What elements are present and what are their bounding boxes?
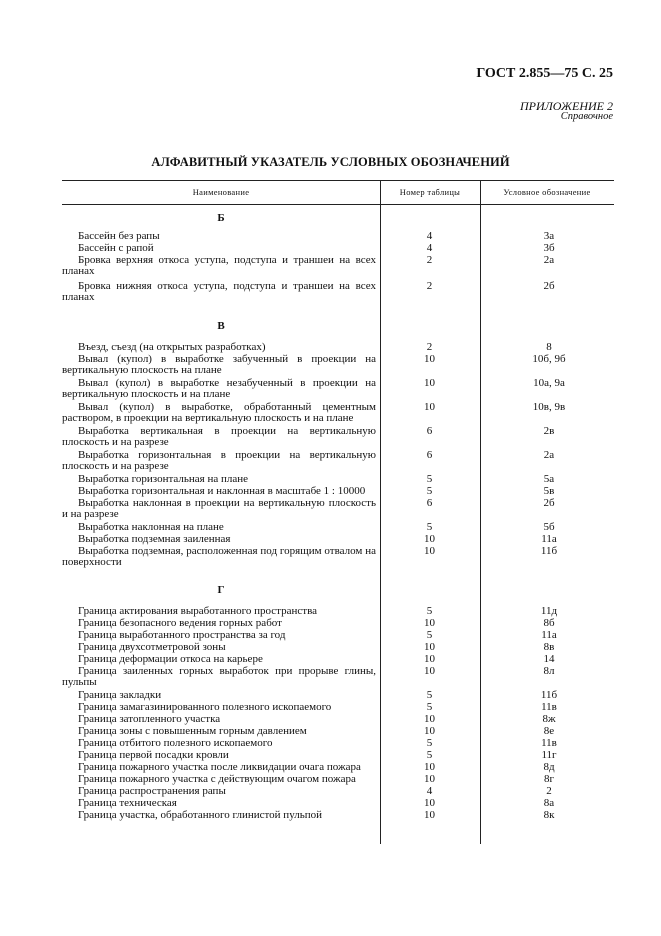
entry-table-number: 10 [424,761,435,773]
entry-table-number: 5 [426,485,433,497]
entry-table-number: 10 [424,533,435,545]
entry-table-number: 2 [426,254,433,266]
entry-symbol: 2а [543,449,555,461]
entry-symbol: 5а [543,473,555,485]
entry-name: Граница заиленных горных выработок при прорыве глины, пульпы [62,665,376,689]
entry-table-number: 10 [424,653,435,665]
entry-symbol: 11в [541,701,557,713]
entry-table-number: 10 [424,401,435,413]
entry-name: Бровка верхняя откоса уступа, подступа и траншеи на всех планах [62,254,376,278]
entry-name: Въезд, съезд (на открытых разработках) [78,341,266,353]
entry-symbol: 2б [543,280,555,292]
reference-label: Справочное [560,111,613,122]
entry-symbol: 8а [543,797,555,809]
index-table [62,180,614,844]
entry-name: Граница затопленного участка [78,713,221,725]
section-letter: В [217,320,225,332]
entry-table-number: 10 [424,665,435,677]
entry-table-number: 10 [424,353,435,365]
entry-name: Граница распространения рапы [78,785,226,797]
entry-name: Граница безопасного ведения горных работ [78,617,282,629]
entry-symbol: 10в, 9в [532,401,566,413]
entry-table-number: 5 [426,629,433,641]
entry-table-number: 6 [426,449,433,461]
header-table-number: Номер таблицы [399,187,461,197]
entry-symbol: 8е [543,725,555,737]
section-letter: Г [217,584,225,596]
entry-name: Граница зоны с повышенным горным давлением [78,725,307,737]
entry-name: Граница деформации откоса на карьере [78,653,263,665]
entry-symbol: 8б [543,617,555,629]
entry-symbol: 8ж [542,713,556,725]
entry-symbol: 8 [546,341,552,353]
entry-table-number: 2 [426,280,433,292]
entry-table-number: 10 [424,725,435,737]
entry-name: Граница техническая [78,797,177,809]
entry-symbol: 2в [543,425,555,437]
entry-symbol: 5б [543,521,555,533]
entry-table-number: 10 [424,545,435,557]
entry-table-number: 4 [426,242,433,254]
entry-name: Выработка наклонная на плане [78,521,224,533]
entry-name: Выработка подземная заиленная [78,533,231,545]
entry-name: Граница выработанного пространства за год [78,629,286,641]
entry-name: Вывал (купол) в выработке незабученный в проекции на вертикальную плоскость и на плане [62,377,376,401]
page-number-header: ГОСТ 2.855—75 С. 25 [476,66,613,81]
entry-symbol: 8д [543,761,555,773]
entry-name: Граница закладки [78,689,162,701]
entry-symbol: 3б [543,242,555,254]
entry-symbol: 11б [540,545,558,557]
entry-table-number: 4 [426,230,433,242]
entry-symbol: 10а, 9а [533,377,565,389]
header-symbol: Условное обозначение [503,187,591,197]
entry-name: Выработка горизонтальная на плане [78,473,249,485]
entry-table-number: 6 [426,497,433,509]
entry-symbol: 8к [543,809,555,821]
entry-symbol: 11а [541,533,557,545]
entry-table-number: 10 [424,797,435,809]
column-divider [480,180,481,844]
entry-name: Граница участка, обработанного глинистой пульпой [78,809,322,821]
entry-symbol: 11д [540,605,558,617]
entry-name: Граница замагазинированного полезного ископаемого [78,701,332,713]
entry-symbol: 14 [543,653,555,665]
entry-name: Выработка подземная, расположенная под горящим отвалом на поверхности [62,545,376,569]
entry-table-number: 5 [426,701,433,713]
entry-symbol: 5в [543,485,555,497]
entry-name: Вывал (купол) в выработке, обработанный цементным раствором, в проекции на вертикальную плоскость и на плане [62,401,376,425]
entry-symbol: 11б [540,689,558,701]
entry-symbol: 11в [541,737,557,749]
entry-table-number: 10 [424,617,435,629]
entry-symbol: 10б, 9б [532,353,566,365]
entry-name: Граница первой посадки кровли [78,749,229,761]
entry-symbol: 2б [543,497,555,509]
entry-symbol: 3а [543,230,555,242]
entry-name: Граница пожарного участка с действующим очагом пожара [78,773,356,785]
entry-table-number: 2 [426,341,433,353]
entry-table-number: 10 [424,773,435,785]
header-name: Наименование [192,187,250,197]
entry-name: Бассейн без рапы [78,230,160,242]
entry-table-number: 10 [424,641,435,653]
entry-table-number: 5 [426,689,433,701]
entry-table-number: 6 [426,425,433,437]
entry-symbol: 11г [541,749,557,761]
table-header-rule [62,204,614,205]
entry-symbol: 8л [543,665,555,677]
entry-symbol: 2а [543,254,555,266]
entry-name: Бровка нижняя откоса уступа, подступа и траншеи на всех планах [62,280,376,304]
entry-name: Граница актирования выработанного пространства [78,605,318,617]
entry-name: Граница пожарного участка после ликвидации очага пожара [78,761,361,773]
entry-name: Выработка вертикальная в проекции на вертикальную плоскость и на разрезе [62,425,376,449]
entry-table-number: 10 [424,713,435,725]
entry-name: Бассейн с рапой [78,242,154,254]
entry-table-number: 10 [424,377,435,389]
entry-table-number: 10 [424,809,435,821]
entry-symbol: 8г [543,773,554,785]
entry-table-number: 5 [426,749,433,761]
entry-symbol: 11а [541,629,557,641]
entry-name: Выработка горизонтальная и наклонная в масштабе 1 : 10000 [78,485,366,497]
entry-symbol: 8в [543,641,555,653]
section-letter: Б [217,212,225,224]
appendix-label: ПРИЛОЖЕНИЕ 2 [520,99,613,113]
entry-table-number: 5 [426,473,433,485]
entry-symbol: 2 [546,785,552,797]
entry-table-number: 5 [426,521,433,533]
entry-name: Выработка наклонная в проекции на вертикальную плоскость и на разрезе [62,497,376,521]
entry-table-number: 4 [426,785,433,797]
document-title: АЛФАВИТНЫЙ УКАЗАТЕЛЬ УСЛОВНЫХ ОБОЗНАЧЕНИЙ [151,155,510,169]
entry-name: Граница отбитого полезного ископаемого [78,737,273,749]
entry-name: Вывал (купол) в выработке забученный в проекции на вертикальную плоскость на плане [62,353,376,377]
entry-table-number: 5 [426,605,433,617]
entry-table-number: 5 [426,737,433,749]
entry-name: Граница двухсотметровой зоны [78,641,226,653]
entry-name: Выработка горизонтальная в проекции на вертикальную плоскость и на разрезе [62,449,376,473]
